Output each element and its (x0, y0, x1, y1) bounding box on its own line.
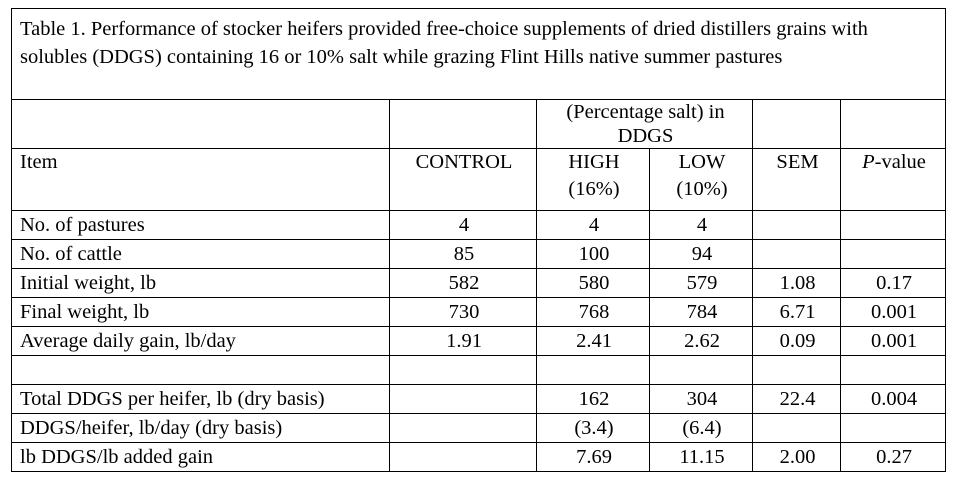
row-pvalue: 0.17 (841, 269, 946, 298)
row-control: 4 (390, 211, 537, 240)
header-pvalue-p: P (862, 151, 875, 173)
row-high (537, 356, 650, 385)
table-row (12, 385, 946, 414)
header-empty-cell (753, 100, 841, 149)
row-high: 100 (537, 240, 650, 269)
table-caption: Table 1. Performance of stocker heifers provided free-choice supplements of dried distillers grains with solubles (DDGS) containing 16 or 10% salt while grazing Flint Hills native summer pastures (12, 9, 946, 100)
row-control: 85 (390, 240, 537, 269)
header-low-sub: (10%) (676, 178, 728, 200)
header-empty-cell (12, 100, 390, 149)
row-low: 11.15 (650, 443, 753, 472)
table-row (12, 298, 946, 327)
row-item: DDGS/heifer, lb/day (dry basis) (12, 414, 390, 443)
row-item: lb DDGS/lb added gain (12, 443, 390, 472)
row-high: 580 (537, 269, 650, 298)
table-row (12, 211, 946, 240)
row-item: No. of pastures (12, 211, 390, 240)
row-low: 94 (650, 240, 753, 269)
row-high: 7.69 (537, 443, 650, 472)
header-item: Item (12, 149, 390, 211)
row-high: 768 (537, 298, 650, 327)
row-item: Total DDGS per heifer, lb (dry basis) (12, 385, 390, 414)
row-pvalue: 0.27 (841, 443, 946, 472)
header-high-sub: (16%) (568, 178, 620, 200)
row-pvalue: 0.001 (841, 327, 946, 356)
header-pvalue (841, 149, 946, 211)
row-low: 784 (650, 298, 753, 327)
row-sem: 0.09 (753, 327, 841, 356)
row-control (390, 385, 537, 414)
header-control: CONTROL (390, 149, 537, 211)
table-row (12, 269, 946, 298)
row-item: No. of cattle (12, 240, 390, 269)
row-high: (3.4) (537, 414, 650, 443)
row-item: Final weight, lb (12, 298, 390, 327)
row-control (390, 443, 537, 472)
row-sem (753, 240, 841, 269)
row-high: 162 (537, 385, 650, 414)
row-control (390, 414, 537, 443)
header-sem: SEM (753, 149, 841, 211)
table-spacer-row (12, 356, 946, 385)
row-pvalue (841, 414, 946, 443)
row-sem: 22.4 (753, 385, 841, 414)
row-low: 304 (650, 385, 753, 414)
header-pvalue-rest: -value (874, 151, 926, 173)
row-item: Average daily gain, lb/day (12, 327, 390, 356)
row-low: 2.62 (650, 327, 753, 356)
row-pvalue: 0.004 (841, 385, 946, 414)
row-sem (753, 414, 841, 443)
table-row (12, 414, 946, 443)
row-control (390, 356, 537, 385)
row-low: 4 (650, 211, 753, 240)
row-high: 2.41 (537, 327, 650, 356)
row-pvalue (841, 240, 946, 269)
performance-table (11, 8, 946, 472)
row-item (12, 356, 390, 385)
table-row (12, 240, 946, 269)
row-pvalue (841, 211, 946, 240)
row-pvalue (841, 356, 946, 385)
header-empty-cell (390, 100, 537, 149)
row-pvalue: 0.001 (841, 298, 946, 327)
row-control: 730 (390, 298, 537, 327)
header-low-label: LOW (678, 151, 726, 173)
caption-row (12, 9, 946, 100)
row-item: Initial weight, lb (12, 269, 390, 298)
row-sem: 2.00 (753, 443, 841, 472)
row-sem: 6.71 (753, 298, 841, 327)
table-row (12, 327, 946, 356)
row-control: 1.91 (390, 327, 537, 356)
header-empty-cell (841, 100, 946, 149)
row-low: 579 (650, 269, 753, 298)
table-row (12, 443, 946, 472)
header-low (650, 149, 753, 211)
row-high: 4 (537, 211, 650, 240)
row-low: (6.4) (650, 414, 753, 443)
header-high (537, 149, 650, 211)
row-sem (753, 356, 841, 385)
group-header-salt: (Percentage salt) in DDGS (537, 100, 753, 149)
row-control: 582 (390, 269, 537, 298)
header-high-label: HIGH (568, 151, 620, 173)
table-frame (11, 8, 945, 468)
column-header-row (12, 149, 946, 211)
row-sem: 1.08 (753, 269, 841, 298)
group-header-row (12, 100, 946, 149)
row-sem (753, 211, 841, 240)
row-low (650, 356, 753, 385)
